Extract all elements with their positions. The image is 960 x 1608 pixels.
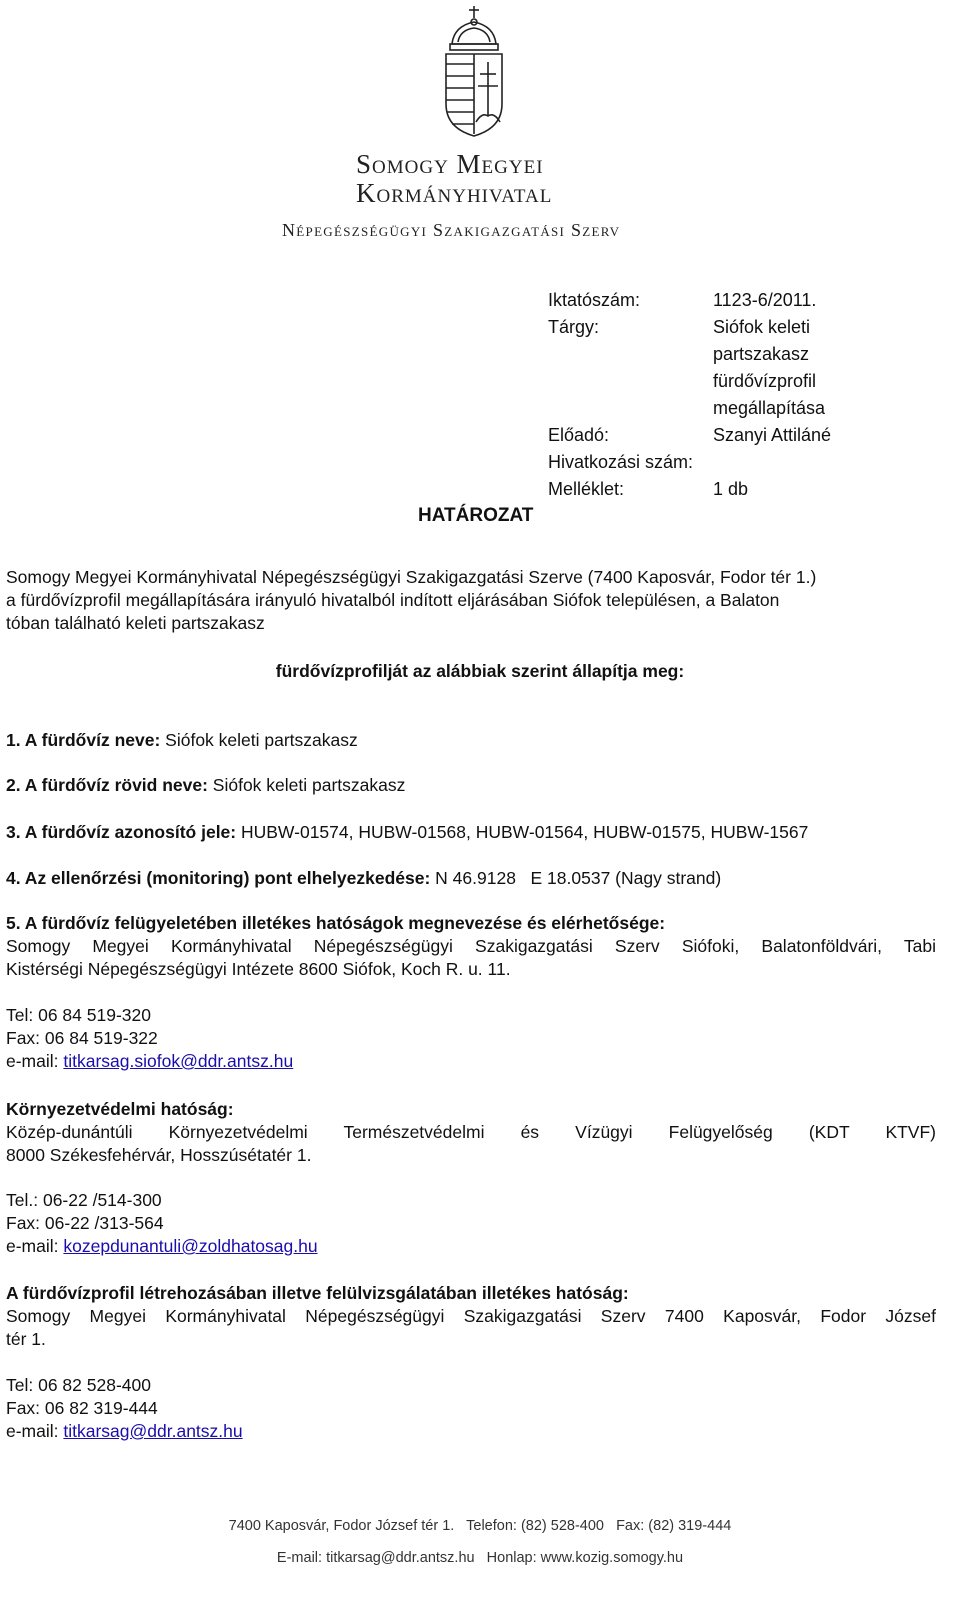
authority1-email-row — [6, 1050, 960, 1073]
meta-row-officer — [548, 422, 893, 449]
profile-item — [6, 821, 960, 844]
decision-statement: fürdővízprofilját az alábbiak szerint állapítja meg: — [275, 661, 685, 681]
item-label: 4. Az ellenőrzési (monitoring) pont elhelyezkedése: — [6, 868, 431, 888]
intro-line: a fürdővízprofil megállapítására irányuló hivatalból indított eljárásában Siófok településen, a Balaton — [6, 590, 780, 610]
item-value: N 46.9128 E 18.0537 (Nagy strand) — [430, 868, 722, 888]
footer-address: 7400 Kaposvár, Fodor József tér 1. Telefon: (82) 528-400 Fax: (82) 319-444 — [228, 1518, 732, 1534]
profile-item — [6, 774, 960, 797]
email-link[interactable]: titkarsag@ddr.antsz.hu — [63, 1421, 243, 1441]
authority1-tel: Tel: 06 84 519-320 — [6, 1005, 151, 1025]
profile-item — [6, 729, 960, 752]
meta-label: Hivatkozási szám: — [548, 452, 694, 472]
authority3-tel: Tel: 06 82 528-400 — [6, 1375, 151, 1395]
authority3-line: Somogy Megyei Kormányhivatal Népegészségügyi Szakigazgatási Szerv 7400 Kaposvár, Fodor József — [6, 1306, 936, 1326]
meta-label: Melléklet: — [548, 479, 625, 499]
meta-value: 1 db — [713, 479, 749, 499]
profile-item — [6, 867, 960, 890]
authority1-line: Somogy Megyei Kormányhivatal Népegészségügyi Szakigazgatási Szerv Siófoki, Balatonföldvári, Tabi — [6, 936, 936, 956]
meta-label: Tárgy: — [548, 317, 600, 337]
item-label: 1. A fürdővíz neve: — [6, 730, 161, 750]
authority2-heading — [6, 1098, 960, 1121]
meta-value: Siófok keleti partszakasz fürdővízprofil megállapítása — [713, 317, 826, 418]
email-label: e-mail: — [6, 1051, 64, 1071]
meta-label: Iktatószám: — [548, 290, 641, 310]
authority3-email-row — [6, 1420, 960, 1443]
item-label: 3. A fürdővíz azonosító jele: — [6, 822, 237, 842]
authority2-line: Közép-dunántúli Környezetvédelmi Természetvédelmi és Vízügyi Felügyelőség (KDT KTVF) — [6, 1122, 936, 1142]
authority2-line: 8000 Székesfehérvár, Hosszúsétatér 1. — [6, 1145, 312, 1165]
coat-of-arms-logo — [432, 4, 516, 140]
meta-row-file-number — [548, 287, 893, 314]
authority2-heading-text: Környezetvédelmi hatóság: — [6, 1099, 234, 1119]
authority3-line: tér 1. — [6, 1329, 46, 1349]
meta-value: 1123-6/2011. — [713, 290, 817, 310]
meta-label: Előadó: — [548, 425, 610, 445]
authority2-fax: Fax: 06-22 /313-564 — [6, 1213, 164, 1233]
email-link[interactable]: kozepdunantuli@zoldhatosag.hu — [63, 1236, 318, 1256]
item-label: 5. A fürdővíz felügyeletében illetékes hatóságok megnevezése és elérhetősége: — [6, 913, 666, 933]
authority2-tel: Tel.: 06-22 /514-300 — [6, 1190, 162, 1210]
document-metadata — [548, 287, 893, 503]
authority3-heading-text: A fürdővízprofil létrehozásában illetve felülvizsgálatában illetékes hatóság: — [6, 1283, 629, 1303]
email-label: e-mail: — [6, 1236, 64, 1256]
authority2-email-row — [6, 1235, 960, 1258]
intro-line: Somogy Megyei Kormányhivatal Népegészségügyi Szakigazgatási Szerve (7400 Kaposvár, Fodor tér 1.) — [6, 567, 817, 587]
footer-contact: E-mail: titkarsag@ddr.antsz.hu Honlap: www.kozig.somogy.hu — [276, 1550, 684, 1566]
meta-row-subject — [548, 314, 893, 422]
authority1-fax: Fax: 06 84 519-322 — [6, 1028, 158, 1048]
item-value: Siófok keleti partszakasz — [207, 775, 406, 795]
authority3-heading — [6, 1282, 960, 1305]
item-value: HUBW-01574, HUBW-01568, HUBW-01564, HUBW-01575, HUBW-1567 — [236, 822, 809, 842]
email-link[interactable]: titkarsag.siofok@ddr.antsz.hu — [63, 1051, 294, 1071]
meta-value: Szanyi Attiláné — [713, 425, 832, 445]
org-name-line2: Kormányhivatal — [356, 178, 553, 208]
meta-row-reference — [548, 449, 893, 476]
item-value: Siófok keleti partszakasz — [160, 730, 358, 750]
document-title: HATÁROZAT — [418, 505, 534, 526]
authority3-fax: Fax: 06 82 319-444 — [6, 1398, 158, 1418]
intro-line: tóban található keleti partszakasz — [6, 613, 265, 633]
item-label: 2. A fürdővíz rövid neve: — [6, 775, 208, 795]
authority1-line: Kistérségi Népegészségügyi Intézete 8600 Siófok, Koch R. u. 11. — [6, 959, 511, 979]
org-name-line1: Somogy Megyei — [356, 149, 544, 179]
meta-row-attachment — [548, 476, 893, 503]
org-unit-name: Népegészségügyi Szakigazgatási Szerv — [282, 220, 621, 240]
meta-value — [713, 449, 893, 476]
email-label: e-mail: — [6, 1421, 64, 1441]
profile-item — [6, 912, 960, 935]
